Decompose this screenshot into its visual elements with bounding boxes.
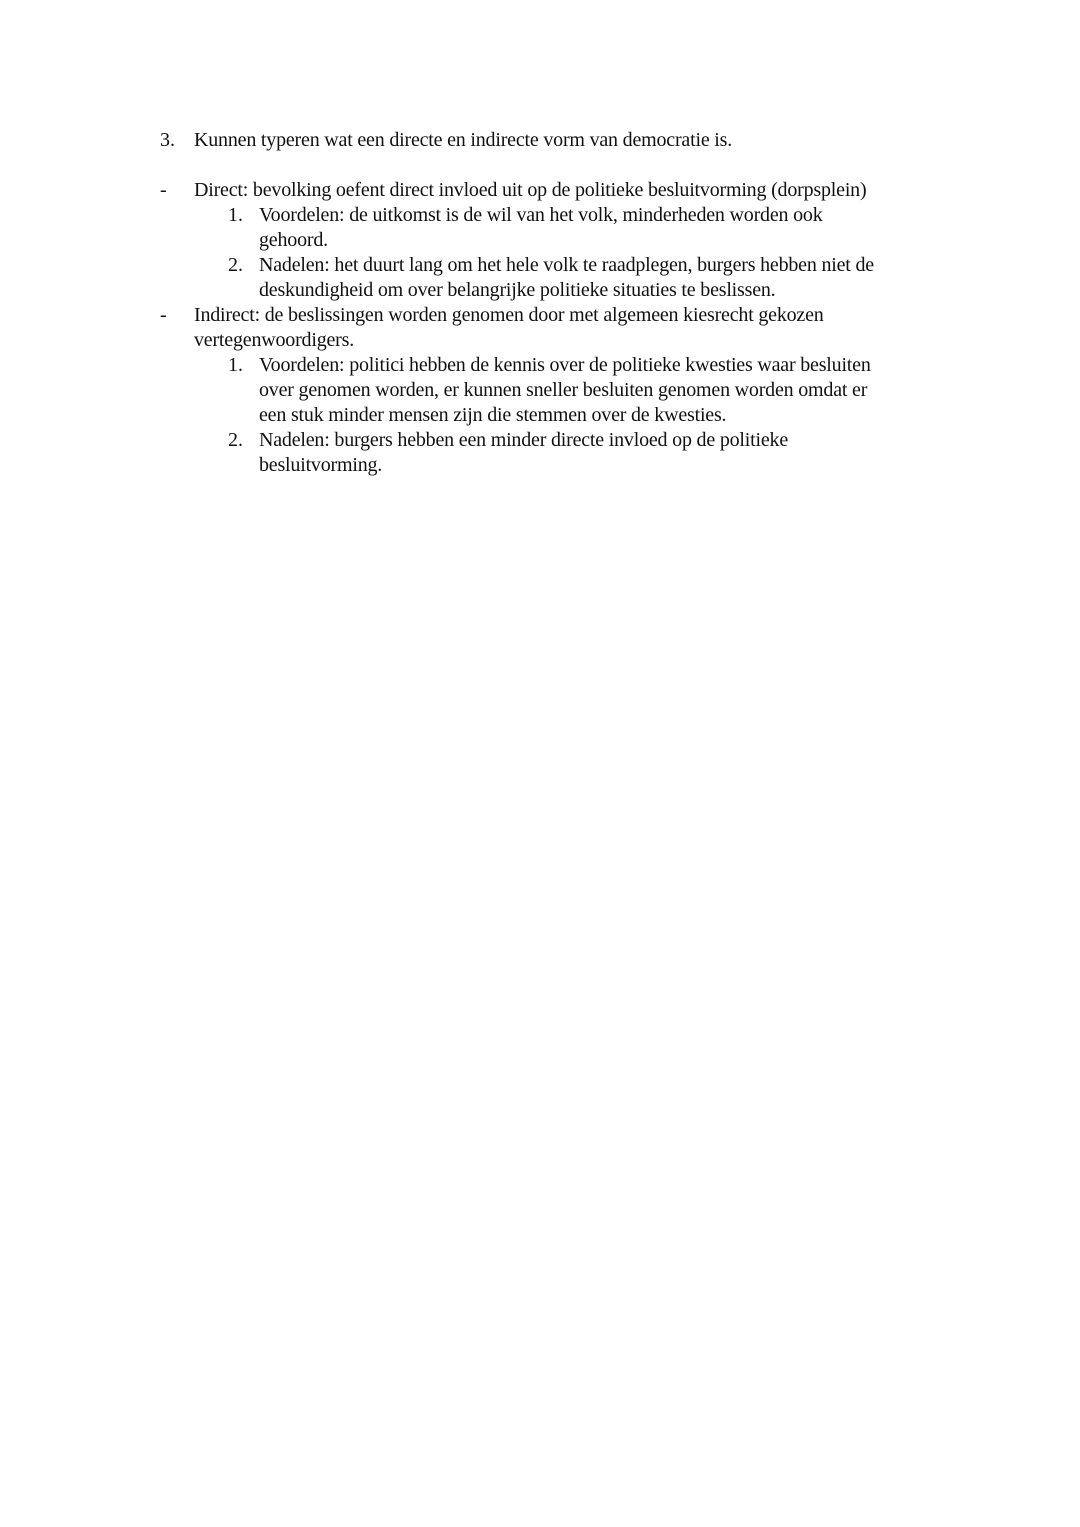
list-number: 1. — [228, 354, 243, 376]
list-number: 2. — [228, 254, 243, 276]
heading-number: 3. — [160, 129, 175, 151]
bullet-dash: - — [160, 304, 167, 326]
indirect-definition-line-2: vertegenwoordigers. — [194, 329, 355, 351]
list-number: 1. — [228, 204, 243, 226]
heading-text: Kunnen typeren wat een directe en indirecte vorm van democratie is. — [194, 129, 733, 151]
direct-advantages-line-2: gehoord. — [259, 229, 328, 251]
direct-disadvantages-line-2: deskundigheid om over belangrijke politieke situaties te beslissen. — [259, 279, 776, 301]
indirect-disadvantages-line-1: Nadelen: burgers hebben een minder directe invloed op de politieke — [259, 429, 789, 451]
indirect-advantages-line-2: over genomen worden, er kunnen sneller besluiten genomen worden omdat er — [259, 379, 868, 401]
direct-disadvantages-line-1: Nadelen: het duurt lang om het hele volk te raadplegen, burgers hebben niet de — [259, 254, 874, 276]
bullet-dash: - — [160, 179, 167, 201]
indirect-advantages-line-1: Voordelen: politici hebben de kennis over de politieke kwesties waar besluiten — [259, 354, 871, 376]
indirect-definition-line-1: Indirect: de beslissingen worden genomen door met algemeen kiesrecht gekozen — [194, 304, 824, 326]
direct-definition: Direct: bevolking oefent direct invloed uit op de politieke besluitvorming (dorpsplein) — [194, 179, 867, 201]
direct-advantages-line-1: Voordelen: de uitkomst is de wil van het volk, minderheden worden ook — [259, 204, 823, 226]
indirect-advantages-line-3: een stuk minder mensen zijn die stemmen over de kwesties. — [259, 404, 727, 426]
list-number: 2. — [228, 429, 243, 451]
indirect-disadvantages-line-2: besluitvorming. — [259, 454, 383, 476]
